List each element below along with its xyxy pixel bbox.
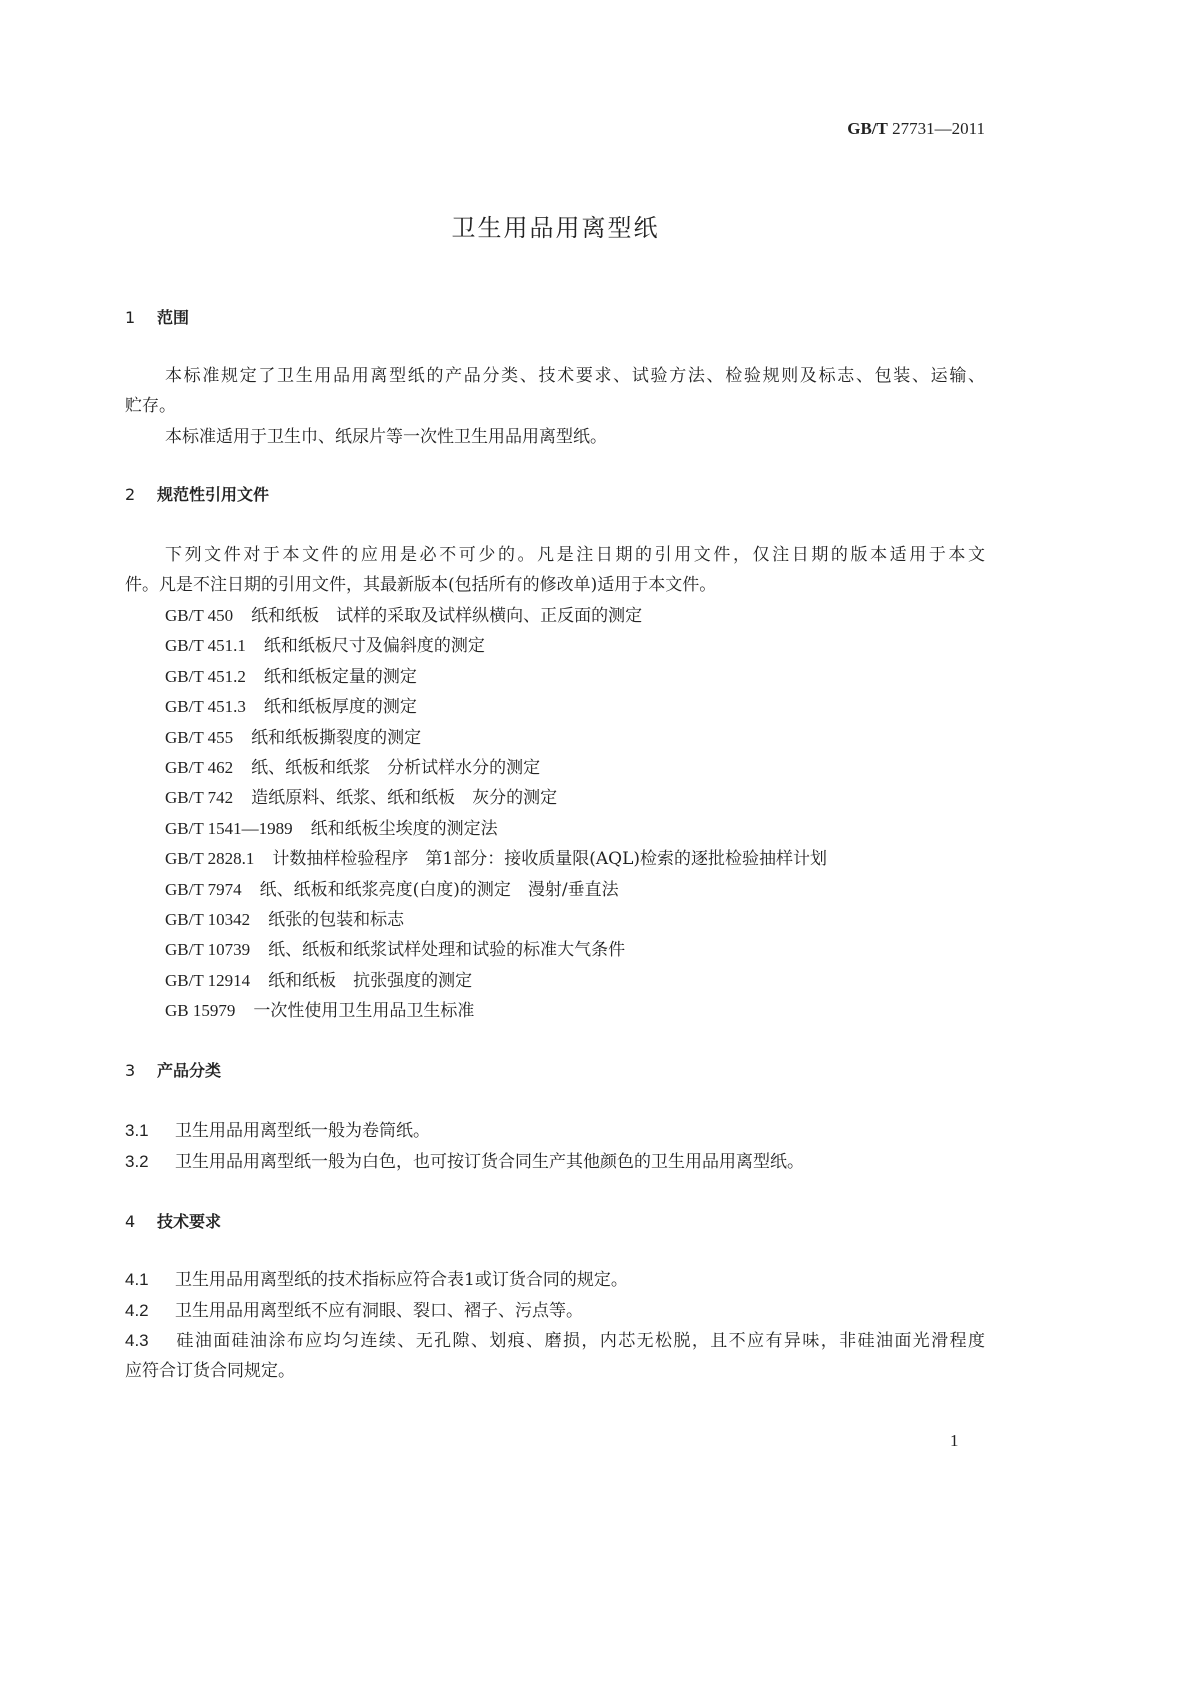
paragraph-continuation: 贮存。 (125, 396, 176, 416)
reference-item (165, 844, 827, 874)
reference-item (165, 966, 472, 996)
reference-title: 纸和纸板 抗张强度的测定 (268, 970, 473, 991)
reference-code: GB/T 455 (165, 727, 234, 747)
clause-4-1: 4.1 卫生用品用离型纸的技术指标应符合表1或订货合同的规定。 (125, 1270, 628, 1290)
reference-item (165, 814, 498, 844)
reference-item (165, 631, 485, 661)
reference-item (165, 723, 421, 753)
reference-code: GB/T 2828.1 (165, 849, 255, 869)
paragraph: 本标准规定了卫生用品用离型纸的产品分类、技术要求、试验方法、检验规则及标志、包装、运输、 (165, 366, 985, 386)
reference-item (165, 601, 642, 631)
reference-title: 纸、纸板和纸浆试样处理和试验的标准大气条件 (268, 940, 626, 961)
clause-3-1: 3.1 卫生用品用离型纸一般为卷筒纸。 (125, 1121, 430, 1141)
reference-title: 计数抽样检验程序 第1部分：接收质量限(AQL)检索的逐批检验抽样计划 (272, 849, 828, 870)
reference-item (165, 753, 540, 783)
reference-item (165, 783, 557, 813)
paragraph-continuation: 件。凡是不注日期的引用文件，其最新版本(包括所有的修改单)适用于本文件。 (125, 575, 717, 595)
reference-title: 纸和纸板定量的测定 (263, 666, 417, 687)
document-title: 卫生用品用离型纸 (451, 214, 660, 242)
reference-item (165, 692, 417, 722)
reference-code: GB/T 451.2 (165, 666, 246, 686)
reference-title: 纸、纸板和纸浆 分析试样水分的测定 (251, 758, 541, 778)
reference-item (165, 935, 625, 965)
clause-4-2: 4.2 卫生用品用离型纸不应有洞眼、裂口、褶子、污点等。 (125, 1301, 583, 1321)
section-heading-4: 4 技术要求 (125, 1212, 222, 1231)
reference-code: GB/T 451.1 (165, 636, 246, 656)
reference-title: 纸和纸板厚度的测定 (263, 697, 417, 718)
reference-item (165, 662, 417, 692)
reference-item (165, 996, 474, 1026)
reference-item (165, 875, 619, 905)
section-heading-1: 1 范围 (125, 308, 190, 327)
paragraph: 下列文件对于本文件的应用是必不可少的。凡是注日期的引用文件，仅注日期的版本适用于本文 (165, 545, 985, 565)
reference-code: GB 15979 (165, 1001, 236, 1021)
reference-title: 纸和纸板撕裂度的测定 (251, 727, 422, 748)
reference-code: GB/T 7974 (165, 879, 242, 899)
reference-code: GB/T 1541—1989 (165, 818, 293, 838)
reference-title: 纸和纸板 试样的采取及试样纵横向、正反面的测定 (251, 606, 643, 626)
reference-code: GB/T 10739 (165, 940, 251, 960)
page-number: 1 (950, 1431, 959, 1450)
paragraph: 本标准适用于卫生巾、纸尿片等一次性卫生用品用离型纸。 (165, 427, 607, 447)
reference-code: GB/T 742 (165, 788, 234, 808)
reference-title: 造纸原料、纸浆、纸和纸板 灰分的测定 (251, 788, 558, 809)
reference-title: 纸张的包装和标志 (268, 910, 405, 930)
standard-number: GB/T 27731—2011 (847, 119, 985, 138)
clause-3-2: 3.2 卫生用品用离型纸一般为白色，也可按订货合同生产其他颜色的卫生用品用离型纸。 (125, 1152, 804, 1172)
reference-code: GB/T 12914 (165, 970, 251, 990)
reference-title: 纸和纸板尘埃度的测定法 (310, 818, 498, 839)
reference-code: GB/T 10342 (165, 910, 251, 929)
reference-code: GB/T 450 (165, 606, 234, 625)
clause-4-3: 4.3 硅油面硅油涂布应均匀连续、无孔隙、划痕、磨损，内芯无松脱，且不应有异味，非硅油面光滑程度 (125, 1331, 985, 1351)
clause-4-3-continuation: 应符合订货合同规定。 (125, 1361, 295, 1381)
reference-title: 纸、纸板和纸浆亮度(白度)的测定 漫射/垂直法 (259, 879, 619, 900)
section-heading-3: 3 产品分类 (125, 1061, 222, 1080)
reference-item (165, 905, 404, 935)
reference-title: 一次性使用卫生用品卫生标准 (253, 1001, 475, 1022)
reference-title: 纸和纸板尺寸及偏斜度的测定 (263, 636, 485, 657)
section-heading-2: 2 规范性引用文件 (125, 485, 270, 504)
reference-code: GB/T 451.3 (165, 697, 246, 717)
reference-code: GB/T 462 (165, 758, 234, 777)
